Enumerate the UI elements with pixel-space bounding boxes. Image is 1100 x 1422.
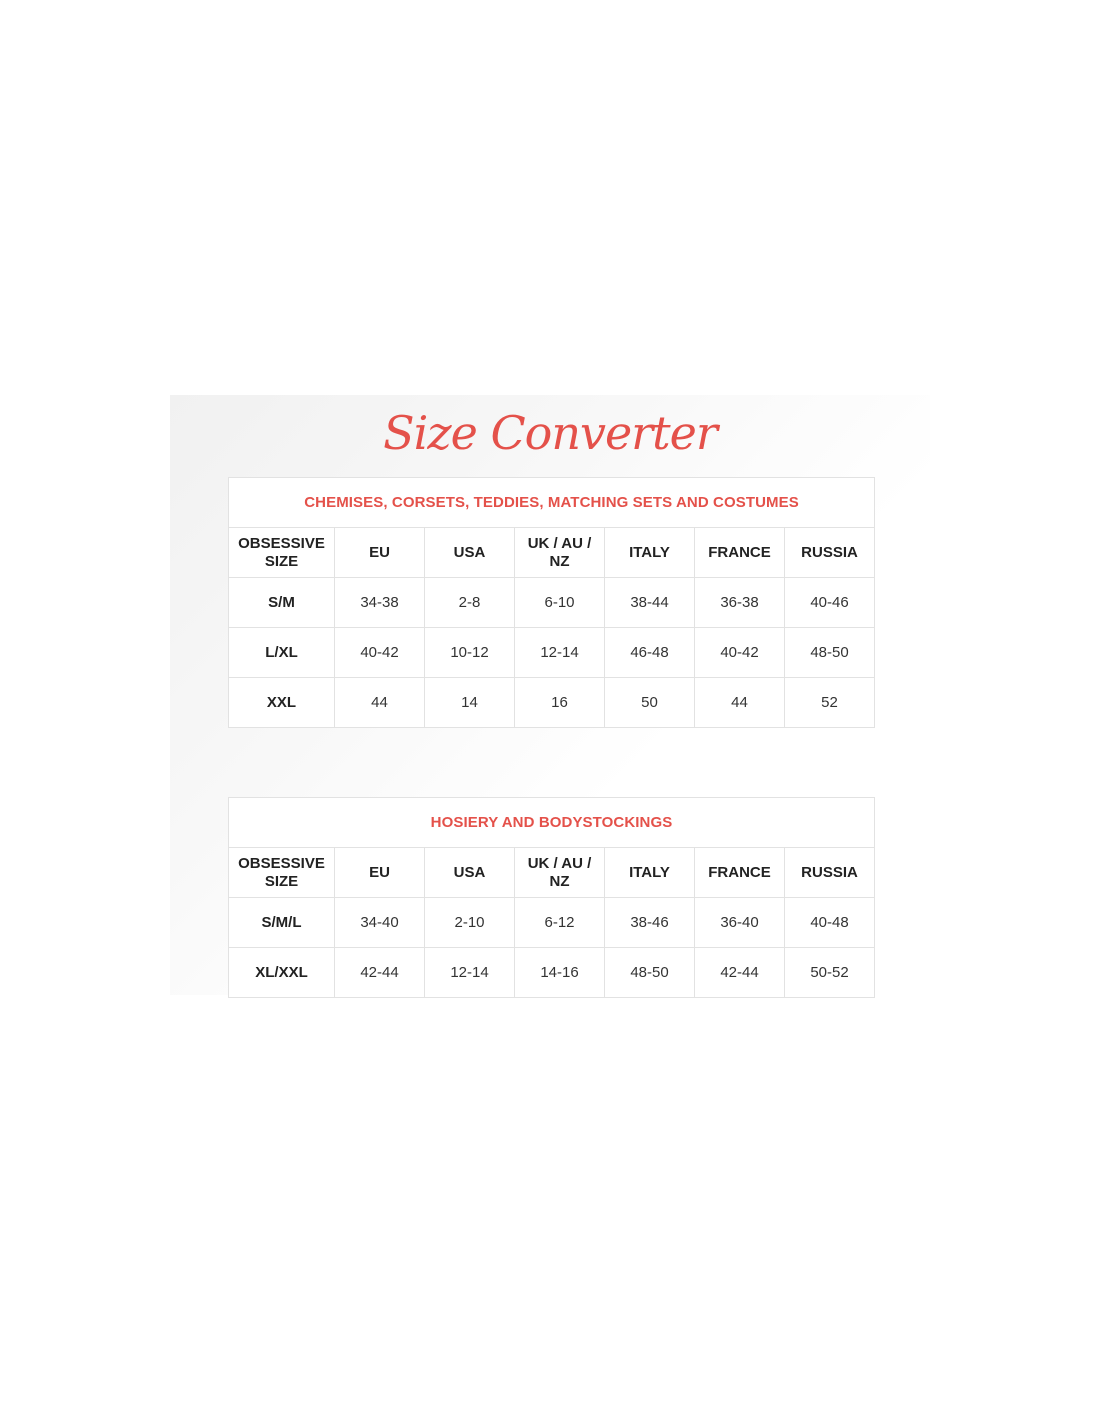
table-title-row xyxy=(229,478,875,528)
table-heading: CHEMISES, CORSETS, TEDDIES, MATCHING SETS AND COSTUMES xyxy=(229,478,875,528)
column-header: OBSESSIVE SIZE xyxy=(229,848,335,898)
size-table-lingerie xyxy=(228,477,875,728)
table-cell: 16 xyxy=(515,678,605,728)
table-cell: 42-44 xyxy=(695,948,785,998)
table-cell: 38-46 xyxy=(605,898,695,948)
size-label-cell: S/M/L xyxy=(229,898,335,948)
table-cell: 2-10 xyxy=(425,898,515,948)
table-cell: 42-44 xyxy=(335,948,425,998)
column-header-row xyxy=(229,848,875,898)
table-cell: 34-38 xyxy=(335,578,425,628)
column-header-row xyxy=(229,528,875,578)
table-cell: 48-50 xyxy=(785,628,875,678)
column-header: EU xyxy=(335,848,425,898)
table-row xyxy=(229,678,875,728)
table-cell: 50-52 xyxy=(785,948,875,998)
column-header: ITALY xyxy=(605,528,695,578)
table-cell: 36-38 xyxy=(695,578,785,628)
table-cell: 44 xyxy=(695,678,785,728)
table-heading: HOSIERY AND BODYSTOCKINGS xyxy=(229,798,875,848)
column-header: UK / AU / NZ xyxy=(515,848,605,898)
column-header: OBSESSIVE SIZE xyxy=(229,528,335,578)
size-label-cell: L/XL xyxy=(229,628,335,678)
table-row xyxy=(229,898,875,948)
table-cell: 34-40 xyxy=(335,898,425,948)
table-row xyxy=(229,628,875,678)
table-cell: 48-50 xyxy=(605,948,695,998)
table-row xyxy=(229,948,875,998)
table-cell: 36-40 xyxy=(695,898,785,948)
table-cell: 2-8 xyxy=(425,578,515,628)
size-label-cell: XXL xyxy=(229,678,335,728)
table-title-row xyxy=(229,798,875,848)
table-cell: 14-16 xyxy=(515,948,605,998)
column-header: RUSSIA xyxy=(785,528,875,578)
size-label-cell: S/M xyxy=(229,578,335,628)
table-cell: 6-12 xyxy=(515,898,605,948)
table-cell: 40-48 xyxy=(785,898,875,948)
table-cell: 38-44 xyxy=(605,578,695,628)
table-cell: 14 xyxy=(425,678,515,728)
table-cell: 40-46 xyxy=(785,578,875,628)
column-header: FRANCE xyxy=(695,528,785,578)
table-cell: 12-14 xyxy=(515,628,605,678)
page-title: Size Converter xyxy=(383,406,717,460)
column-header: USA xyxy=(425,848,515,898)
table-cell: 44 xyxy=(335,678,425,728)
column-header: RUSSIA xyxy=(785,848,875,898)
table-cell: 6-10 xyxy=(515,578,605,628)
table-cell: 12-14 xyxy=(425,948,515,998)
size-label-cell: XL/XXL xyxy=(229,948,335,998)
column-header: UK / AU / NZ xyxy=(515,528,605,578)
table-cell: 50 xyxy=(605,678,695,728)
column-header: ITALY xyxy=(605,848,695,898)
size-table-hosiery xyxy=(228,797,875,998)
table-cell: 52 xyxy=(785,678,875,728)
table-cell: 46-48 xyxy=(605,628,695,678)
table-cell: 40-42 xyxy=(335,628,425,678)
column-header: FRANCE xyxy=(695,848,785,898)
column-header: USA xyxy=(425,528,515,578)
table-row xyxy=(229,578,875,628)
column-header: EU xyxy=(335,528,425,578)
table-cell: 10-12 xyxy=(425,628,515,678)
table-cell: 40-42 xyxy=(695,628,785,678)
